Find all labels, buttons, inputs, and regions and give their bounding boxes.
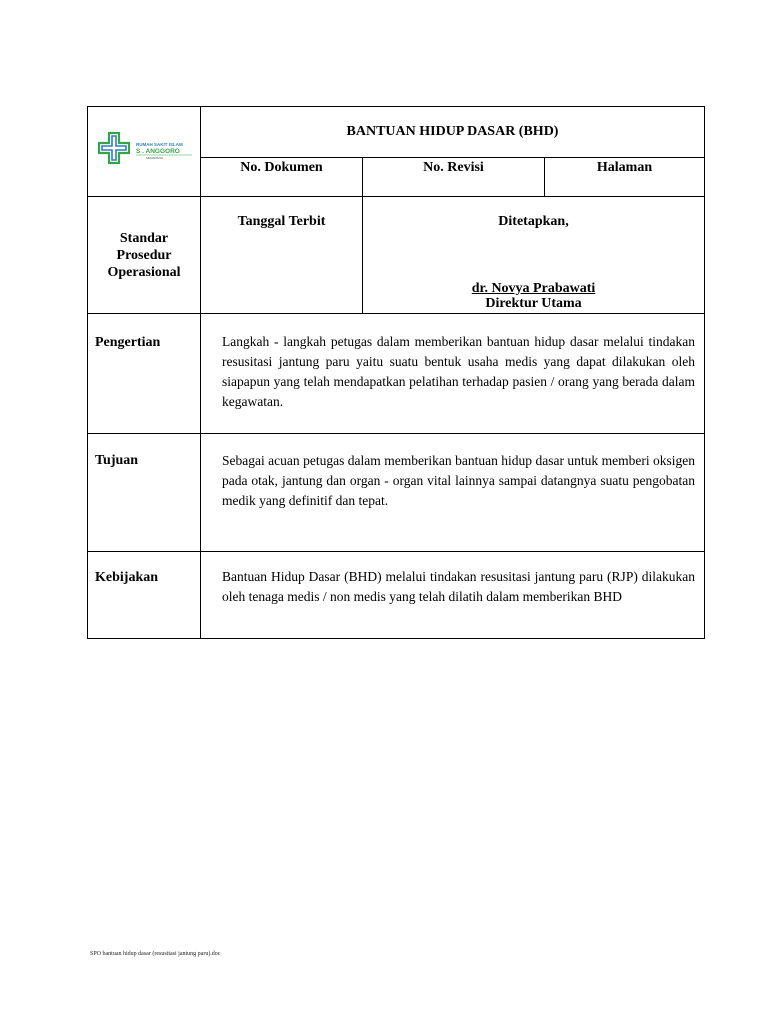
signatory-title: Direktur Utama [485,296,582,311]
sop-label-line: Prosedur [116,247,172,263]
logo-line3: SEMARANG [146,156,164,160]
pengertian-label: Pengertian [88,314,201,434]
kebijakan-text: Bantuan Hidup Dasar (BHD) melalui tindakan resusitasi jantung paru (RJP) dilakukan oleh tenaga medis / non medis yang telah dilatih dalam memberikan BHD [201,552,705,639]
tujuan-text: Sebagai acuan petugas dalam memberikan bantuan hidup dasar untuk memberi oksigen pada otak, jantung dan organ - organ vital lainnya sampai datangnya suatu pengobatan medik yang definitif dan tepat. [201,434,705,552]
sop-document-table [87,106,705,639]
hospital-logo [92,129,196,169]
tujuan-label: Tujuan [88,434,201,552]
footer-filename: SPO bantuan hidup dasar (resusitasi jantung paru).doc [90,951,221,957]
ditetapkan-label: Ditetapkan, [498,214,569,229]
tanggal-terbit: Tanggal Terbit [201,197,363,314]
kebijakan-label: Kebijakan [88,552,201,639]
ditetapkan-cell [363,197,705,314]
logo-line1: RUMAH SAKIT ISLAM [136,142,183,147]
header-no-dokumen: No. Dokumen [201,158,363,197]
sop-label [88,197,201,314]
sop-label-line: Operasional [107,264,181,280]
pengertian-text: Langkah - langkah petugas dalam memberikan bantuan hidup dasar melalui tindakan resusitasi jantung paru yaitu suatu bentuk usaha medis yang dapat dilakukan oleh siapapun yang telah mendapatkan pelatihan terhadap pasien / orang yang berada dalam kegawatan. [201,314,705,434]
sop-label-line: Standar [119,230,169,246]
header-no-revisi: No. Revisi [363,158,545,197]
logo-line2: S . ANGGORO [136,148,180,155]
document-title: BANTUAN HIDUP DASAR (BHD) [201,107,705,158]
signature-block [363,281,704,311]
hospital-logo-cell [88,107,201,197]
header-halaman: Halaman [545,158,705,197]
signatory-name: dr. Novya Prabawati [471,281,596,296]
